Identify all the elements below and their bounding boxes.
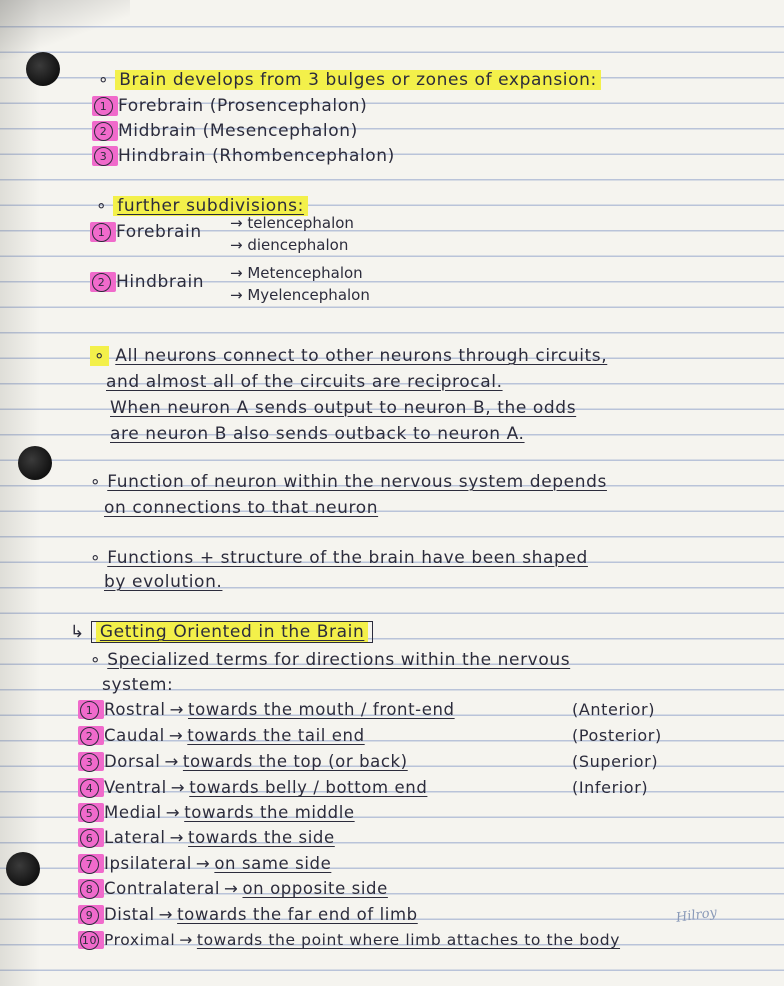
term-alias: (Posterior) bbox=[572, 726, 662, 745]
note-line-4: 3 Hindbrain (Rhombencephalon) bbox=[92, 146, 395, 166]
heading-text: Getting Oriented in the Brain bbox=[96, 622, 368, 642]
note-line-12: ∘ Function of neuron within the nervous system depends bbox=[90, 472, 607, 492]
branch-lower: → Myelencephalon bbox=[230, 286, 370, 304]
note-line-1 bbox=[98, 70, 601, 90]
term-name: Dorsal bbox=[104, 752, 161, 771]
arrow-icon: → bbox=[169, 828, 185, 847]
table-row: 5 Medial → towards the middle bbox=[78, 803, 355, 823]
branch-upper: → Metencephalon bbox=[230, 264, 363, 282]
term-definition: towards the side bbox=[188, 828, 335, 847]
list-text: Forebrain bbox=[116, 222, 202, 242]
term-name: Proximal bbox=[104, 931, 176, 949]
arrow-icon: → bbox=[169, 700, 185, 719]
corner-shadow bbox=[0, 0, 130, 60]
note-line-3: 2 Midbrain (Mesencephalon) bbox=[92, 121, 358, 141]
note-line-6: 1 Forebrain bbox=[90, 222, 202, 242]
list-text: Forebrain (Prosencephalon) bbox=[118, 96, 368, 116]
table-row: 3 Dorsal → towards the top (or back) bbox=[78, 752, 408, 772]
arrow-icon: → bbox=[179, 931, 193, 949]
branch-upper: → telencephalon bbox=[230, 214, 354, 232]
table-row: 1 Rostral → towards the mouth / front-end bbox=[78, 700, 455, 720]
binder-hole-top bbox=[26, 52, 60, 86]
page-shadow bbox=[0, 0, 40, 986]
binder-hole-middle bbox=[18, 446, 52, 480]
arrow-icon: → bbox=[158, 905, 174, 924]
term-definition: on opposite side bbox=[242, 879, 388, 898]
note-line-15: by evolution. bbox=[104, 572, 223, 592]
arrow-icon: → bbox=[170, 778, 186, 797]
note-line-2: 1 Forebrain (Prosencephalon) bbox=[92, 96, 367, 116]
notebook-brand-logo: Hilroy bbox=[675, 905, 718, 926]
term-definition: on same side bbox=[214, 854, 332, 873]
term-definition: towards the point where limb attaches to the body bbox=[196, 931, 621, 949]
term-name: Rostral bbox=[104, 700, 166, 719]
term-name: Ipsilateral bbox=[104, 854, 192, 873]
arrow-icon: → bbox=[164, 752, 179, 771]
list-text: Hindbrain bbox=[116, 272, 205, 292]
term-name: Distal bbox=[104, 905, 155, 924]
term-name: Caudal bbox=[104, 726, 165, 745]
table-row: 7 Ipsilateral → on same side bbox=[78, 854, 331, 874]
term-definition: towards the top (or back) bbox=[182, 752, 408, 771]
table-row: 4 Ventral → towards belly / bottom end bbox=[78, 778, 427, 798]
note-line-17: system: bbox=[102, 675, 174, 695]
note-line-9: and almost all of the circuits are reciprocal. bbox=[106, 372, 503, 392]
term-definition: towards the tail end bbox=[187, 726, 365, 745]
binder-hole-bottom bbox=[6, 852, 40, 886]
table-row: 2 Caudal → towards the tail end bbox=[78, 726, 365, 746]
term-alias: (Inferior) bbox=[572, 778, 649, 797]
arrow-icon: → bbox=[195, 854, 211, 873]
table-row: 10 Proximal → towards the point where limb attaches to the body bbox=[78, 931, 620, 950]
highlighted-text: Brain develops from 3 bulges or zones of expansion: bbox=[115, 70, 601, 90]
list-text: Hindbrain (Rhombencephalon) bbox=[118, 146, 395, 166]
term-alias: (Superior) bbox=[572, 752, 659, 771]
term-definition: towards the far end of limb bbox=[177, 905, 418, 924]
section-heading bbox=[70, 622, 373, 642]
list-text: Midbrain (Mesencephalon) bbox=[118, 121, 358, 141]
note-line-8: ∘ All neurons connect to other neurons through circuits, bbox=[90, 346, 607, 366]
note-line-16: ∘ Specialized terms for directions within the nervous bbox=[90, 650, 571, 670]
arrow-icon: → bbox=[224, 879, 239, 898]
heading-arrow-icon: ↳ bbox=[70, 622, 85, 642]
term-alias: (Anterior) bbox=[572, 700, 656, 719]
bullet: ∘ bbox=[98, 70, 110, 90]
table-row: 8 Contralateral → on opposite side bbox=[78, 879, 388, 899]
note-line-11: are neuron B also sends outback to neuron A. bbox=[110, 424, 525, 444]
note-line-13: on connections to that neuron bbox=[104, 498, 379, 518]
branch-lower: → diencephalon bbox=[230, 236, 349, 254]
note-line-7: 2 Hindbrain bbox=[90, 272, 204, 292]
term-definition: towards belly / bottom end bbox=[189, 778, 428, 797]
term-definition: towards the mouth / front-end bbox=[188, 700, 455, 719]
term-definition: towards the middle bbox=[184, 803, 355, 822]
table-row: 9 Distal → towards the far end of limb bbox=[78, 905, 418, 925]
term-name: Medial bbox=[104, 803, 162, 822]
term-name: Contralateral bbox=[104, 879, 221, 898]
table-row: 6 Lateral → towards the side bbox=[78, 828, 335, 848]
note-line-5: ∘ further subdivisions: bbox=[96, 196, 308, 216]
term-name: Ventral bbox=[104, 778, 167, 797]
arrow-icon: → bbox=[168, 726, 184, 745]
arrow-icon: → bbox=[165, 803, 181, 822]
note-line-10: When neuron A sends output to neuron B, the odds bbox=[110, 398, 577, 418]
highlighted-text: further subdivisions: bbox=[113, 196, 308, 216]
note-line-14: ∘ Functions + structure of the brain have been shaped bbox=[90, 548, 588, 568]
term-name: Lateral bbox=[104, 828, 166, 847]
